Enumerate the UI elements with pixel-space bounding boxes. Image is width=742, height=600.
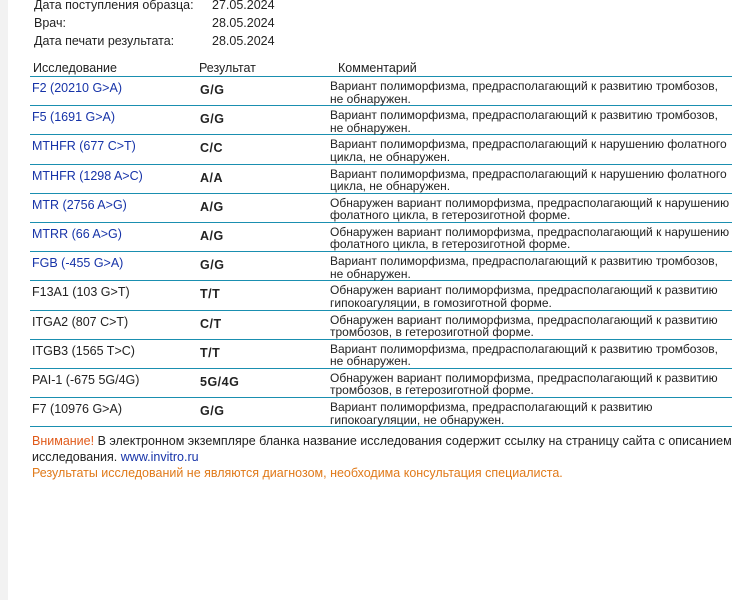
- result-comment: Вариант полиморфизма, предрасполагающий к нарушению фолатного цикла, не обнаружен.: [330, 166, 727, 194]
- warning-note: [32, 433, 737, 465]
- result-comment: Обнаружен вариант полиморфизма, предрасполагающий к развитию гипокоагуляции, в гомозиготной форме.: [330, 283, 718, 310]
- study-name: ITGB3 (1565 T>C): [32, 343, 135, 358]
- result-value: G/G: [200, 258, 225, 273]
- study-link[interactable]: F2 (20210 G>A): [32, 81, 122, 95]
- meta-label: Дата поступления образца:: [34, 0, 194, 12]
- table-row: [30, 77, 732, 106]
- table-row: [30, 223, 732, 252]
- meta-value: 28.05.2024: [212, 16, 275, 30]
- meta-label: Дата печати результата:: [34, 34, 175, 48]
- result-comment: Вариант полиморфизма, предрасполагающий к развитию тромбозов, не обнаружен.: [330, 254, 719, 281]
- result-comment: Вариант полиморфизма, предрасполагающий к развитию тромбозов, не обнаружен.: [330, 79, 719, 106]
- result-value: C/C: [200, 141, 224, 156]
- table-row: [30, 340, 732, 369]
- table-row: [30, 135, 732, 164]
- warning-text: В электронном экземпляре бланка название исследования содержит ссылку на страницу сайта с описанием исследования.: [32, 434, 732, 464]
- header-study: Исследование: [33, 61, 117, 75]
- study-link[interactable]: MTHFR (677 C>T): [32, 139, 136, 154]
- table-row: [30, 398, 732, 427]
- table-row: [30, 311, 732, 340]
- meta-value: 27.05.2024: [212, 0, 275, 12]
- result-value: T/T: [200, 287, 221, 302]
- result-comment: Обнаружен вариант полиморфизма, предрасполагающий к нарушению фолатного цикла, в гетерозиготной форме.: [330, 195, 730, 223]
- page-edge: [0, 0, 8, 600]
- result-comment: Вариант полиморфизма, предрасполагающий к развитию тромбозов, не обнаружен.: [330, 108, 719, 135]
- table-row: [30, 165, 732, 194]
- result-comment: Обнаружен вариант полиморфизма, предрасполагающий к развитию тромбозов, в гетерозиготной форме.: [330, 370, 718, 398]
- warning-label: Внимание!: [32, 434, 95, 448]
- study-name: PAI-1 (-675 5G/4G): [32, 372, 140, 387]
- result-value: A/A: [200, 170, 224, 185]
- study-link[interactable]: FGB (-455 G>A): [32, 256, 124, 271]
- table-row: [30, 369, 732, 398]
- result-value: C/T: [200, 316, 222, 331]
- study-link[interactable]: MTR (2756 A>G): [32, 197, 127, 212]
- result-comment: Вариант полиморфизма, предрасполагающий к развитию тромбозов, не обнаружен.: [330, 341, 719, 369]
- disclaimer-note: Результаты исследований не являются диагнозом, необходима консультация специалиста.: [32, 466, 563, 480]
- header-comment: Комментарий: [338, 61, 417, 75]
- result-value: G/G: [200, 112, 225, 127]
- study-name: ITGA2 (807 C>T): [32, 314, 129, 329]
- result-value: T/T: [200, 345, 221, 360]
- meta-label: Врач:: [34, 16, 66, 30]
- header-result: Результат: [199, 61, 256, 75]
- result-comment: Обнаружен вариант полиморфизма, предрасполагающий к нарушению фолатного цикла, в гетерозиготной форме.: [330, 224, 730, 252]
- study-link[interactable]: MTHFR (1298 A>C): [32, 168, 143, 183]
- result-value: 5G/4G: [200, 374, 240, 389]
- table-row: [30, 194, 732, 223]
- study-link[interactable]: F5 (1691 G>A): [32, 110, 116, 125]
- invitro-link[interactable]: www.invitro.ru: [120, 450, 199, 464]
- result-comment: Обнаружен вариант полиморфизма, предрасполагающий к развитию тромбозов, в гетерозиготной форме.: [330, 312, 718, 339]
- study-link[interactable]: MTRR (66 A>G): [32, 226, 122, 241]
- result-comment: Вариант полиморфизма, предрасполагающий к нарушению фолатного цикла, не обнаружен.: [330, 137, 727, 164]
- footnotes: [32, 433, 737, 481]
- meta-value: 28.05.2024: [212, 34, 275, 48]
- result-value: A/G: [200, 199, 224, 214]
- result-value: G/G: [200, 404, 225, 419]
- table-row: [30, 106, 732, 135]
- result-value: A/G: [200, 228, 224, 243]
- study-name: F13A1 (103 G>T): [32, 285, 130, 300]
- table-row: [30, 281, 732, 310]
- result-comment: Вариант полиморфизма, предрасполагающий к развитию гипокоагуляции, не обнаружен.: [330, 400, 653, 427]
- results-table: [30, 60, 732, 427]
- result-value: G/G: [200, 83, 225, 97]
- table-header: [30, 60, 732, 77]
- study-name: F7 (10976 G>A): [32, 402, 122, 417]
- table-row: [30, 252, 732, 281]
